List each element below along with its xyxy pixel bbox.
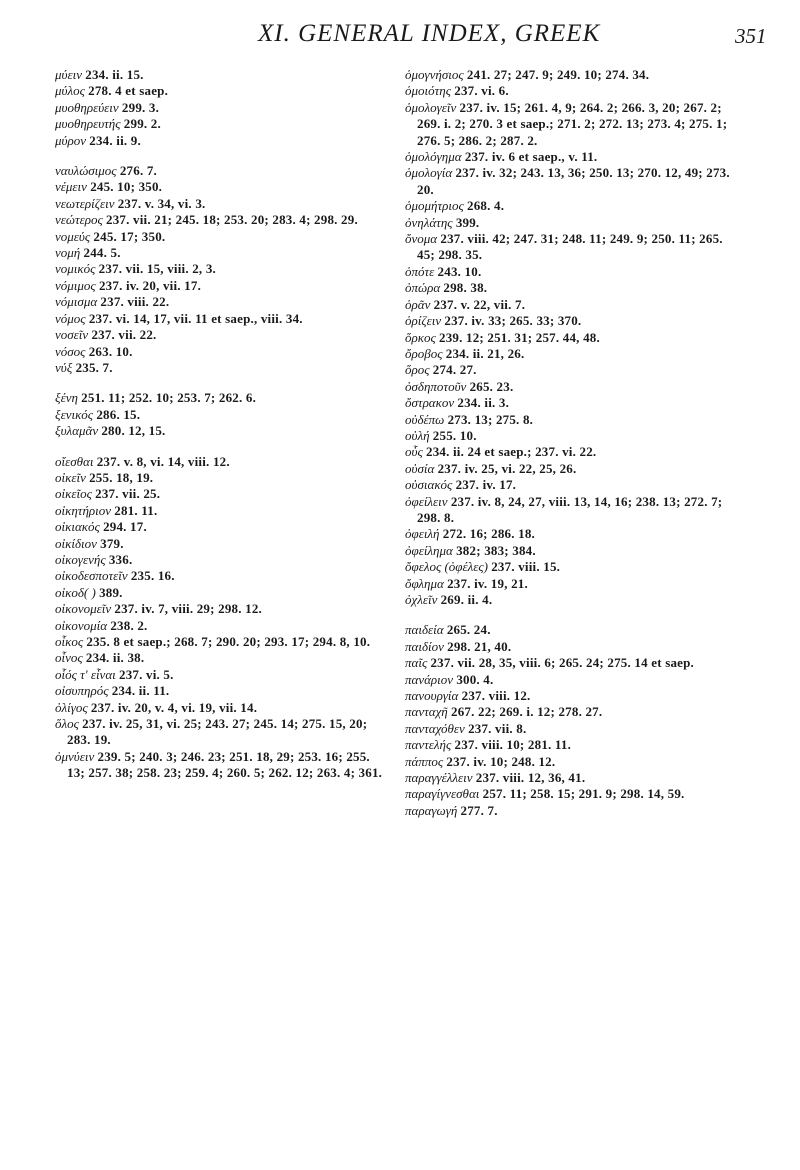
entry-references: 300. 4. xyxy=(456,671,494,687)
entry-references: 379. xyxy=(100,535,124,551)
entry-lemma: μύρον xyxy=(55,132,87,148)
entry-references: 298. 38. xyxy=(443,280,488,296)
index-entry xyxy=(55,536,385,552)
index-entry xyxy=(55,519,385,535)
entry-references: 255. 18, 19. xyxy=(89,469,154,485)
entry-references: 382; 383; 384. xyxy=(456,542,536,558)
entry-references: 237. iv. 32; 243. 13, 36; 250. 13; 270. 12, 49; 273. 20. xyxy=(417,165,730,197)
entry-references: 281. 11. xyxy=(114,502,158,518)
index-entry xyxy=(405,786,735,802)
entry-lemma: νομεύς xyxy=(55,228,91,244)
entry-lemma: ὄφελος (ὀφέλες) xyxy=(405,559,488,575)
entry-lemma: ὀφειλή xyxy=(405,526,440,542)
entry-lemma: ὀφείλημα xyxy=(405,542,453,558)
entry-references: 237. vii. 25. xyxy=(95,486,161,502)
index-entry xyxy=(405,721,735,737)
index-entry xyxy=(55,716,385,749)
entry-lemma: μύλος xyxy=(55,83,85,99)
index-entry xyxy=(405,803,735,819)
index-entry xyxy=(405,444,735,460)
entry-references: 237. iv. 20, v. 4, vi. 19, vii. 14. xyxy=(90,699,258,715)
index-entry xyxy=(55,100,385,116)
entry-references: 255. 10. xyxy=(432,427,477,443)
entry-lemma: νομή xyxy=(55,245,81,261)
entry-lemma: νεωτερίζειν xyxy=(55,195,115,211)
index-entry xyxy=(55,390,385,406)
entry-lemma: παραγγέλλειν xyxy=(405,770,473,786)
entry-references: 237. viii. 10; 281. 11. xyxy=(454,737,572,753)
index-entry xyxy=(405,704,735,720)
index-entry xyxy=(405,655,735,671)
entry-lemma: νόμος xyxy=(55,310,86,326)
index-entry xyxy=(405,672,735,688)
index-entry xyxy=(55,67,385,83)
index-entry xyxy=(405,461,735,477)
index-entry xyxy=(55,179,385,195)
entry-references: 239. 12; 251. 31; 257. 44, 48. xyxy=(439,329,600,345)
entry-references: 265. 23. xyxy=(469,378,514,394)
entry-lemma: παῖς xyxy=(405,655,428,671)
index-entry xyxy=(405,428,735,444)
entry-references: 234. ii. 11. xyxy=(111,683,170,699)
entry-lemma: μυοθηρευτής xyxy=(55,116,121,132)
entry-references: 237. vii. 28, 35, viii. 6; 265. 24; 275. 14 et saep. xyxy=(430,655,695,671)
index-entry xyxy=(55,634,385,650)
entry-lemma: ναυλώσιμος xyxy=(55,163,117,179)
index-entry xyxy=(405,165,735,198)
index-entry xyxy=(405,313,735,329)
entry-references: 237. iv. 15; 261. 4, 9; 264. 2; 266. 3, 20; 267. 2; 269. i. 2; 270. 3 et saep.; 271. 2; 272. 13; 273. 4; 275. 1; 276. 5; 286. 2; 287. 2. xyxy=(417,99,728,148)
section-gap xyxy=(55,149,385,163)
index-entry xyxy=(405,297,735,313)
entry-references: 267. 22; 269. i. 12; 278. 27. xyxy=(451,704,603,720)
index-entry xyxy=(405,576,735,592)
index-entry xyxy=(55,261,385,277)
entry-lemma: πάππος xyxy=(405,753,444,769)
page-header xyxy=(0,18,800,58)
running-title: XI. GENERAL INDEX, GREEK xyxy=(258,20,601,47)
entry-lemma: ὁμολογία xyxy=(405,165,453,181)
index-entry xyxy=(405,149,735,165)
index-entry xyxy=(55,585,385,601)
entry-references: 237. vii. 21; 245. 18; 253. 20; 283. 4; 298. 29. xyxy=(106,212,358,228)
index-entry xyxy=(55,196,385,212)
index-entry xyxy=(405,100,735,149)
index-entry xyxy=(405,231,735,264)
entry-references: 286. 15. xyxy=(96,406,141,422)
index-entry xyxy=(405,215,735,231)
entry-lemma: οἰκίδιον xyxy=(55,535,97,551)
entry-references: 272. 16; 286. 18. xyxy=(442,526,535,542)
index-entry xyxy=(55,700,385,716)
entry-lemma: ὁρίζειν xyxy=(405,313,442,329)
entry-references: 274. 27. xyxy=(432,362,477,378)
index-entry xyxy=(405,264,735,280)
entry-references: 237. iv. 7, viii. 29; 298. 12. xyxy=(114,601,262,617)
entry-lemma: ὀμνύειν xyxy=(55,748,95,764)
entry-references: 237. iv. 25, 31, vi. 25; 243. 27; 245. 14; 275. 15, 20; 283. 19. xyxy=(67,716,368,748)
index-entry xyxy=(405,639,735,655)
index-entry xyxy=(55,311,385,327)
entry-references: 245. 10; 350. xyxy=(90,179,163,195)
entry-lemma: νόμισμα xyxy=(55,294,98,310)
entry-lemma: ὀνηλάτης xyxy=(405,214,453,230)
entry-references: 276. 7. xyxy=(119,163,157,179)
entry-references: 237. v. 8, vi. 14, viii. 12. xyxy=(96,453,230,469)
index-entry xyxy=(55,486,385,502)
entry-references: 269. ii. 4. xyxy=(440,592,493,607)
index-entry xyxy=(55,344,385,360)
entry-lemma: οὐσία xyxy=(405,460,435,476)
entry-references: 237. viii. 22. xyxy=(100,294,170,310)
entry-lemma: οἰκογενής xyxy=(55,551,106,567)
entry-references: 237. iv. 33; 265. 33; 370. xyxy=(444,313,582,329)
entry-lemma: νέμειν xyxy=(55,179,87,195)
index-entry xyxy=(55,749,385,782)
entry-lemma: ὁμομήτριος xyxy=(405,198,464,214)
entry-lemma: παντελής xyxy=(405,737,452,753)
entry-references: 298. 21, 40. xyxy=(447,638,512,654)
entry-references: 235. 7. xyxy=(75,359,113,375)
entry-lemma: ὅρκος xyxy=(405,329,436,345)
index-entry xyxy=(55,327,385,343)
index-entry xyxy=(405,362,735,378)
entry-lemma: οἰκονομία xyxy=(55,617,108,633)
entry-references: 239. 5; 240. 3; 246. 23; 251. 18, 29; 253. 16; 255. 13; 257. 38; 258. 23; 259. 4; 260. 5; 262. 12; 263. 4; 361. xyxy=(67,748,383,781)
entry-references: 238. 2. xyxy=(110,617,148,633)
entry-lemma: οὐδέπω xyxy=(405,411,445,427)
section-gap xyxy=(55,376,385,390)
entry-references: 237. vii. 8. xyxy=(468,720,527,736)
index-entry xyxy=(55,650,385,666)
entry-lemma: οἰκιακός xyxy=(55,519,100,535)
entry-references: 234. ii. 3. xyxy=(457,395,510,411)
entry-lemma: οἰκητήριον xyxy=(55,502,112,518)
entry-references: 237. vii. 22. xyxy=(91,327,157,343)
entry-references: 257. 11; 258. 15; 291. 9; 298. 14, 59. xyxy=(482,786,685,802)
entry-references: 234. ii. 9. xyxy=(89,132,141,148)
entry-lemma: ὄφλημα xyxy=(405,575,444,591)
entry-references: 294. 17. xyxy=(103,519,147,535)
entry-lemma: οὐσιακός xyxy=(405,477,453,493)
entry-lemma: ὁμοιότης xyxy=(405,83,452,99)
entry-references: 237. iv. 6 et saep., v. 11. xyxy=(464,149,598,165)
entry-references: 265. 24. xyxy=(446,622,491,638)
index-entry xyxy=(55,667,385,683)
entry-lemma: οἰκοδ( ) xyxy=(55,584,96,600)
entry-references: 243. 10. xyxy=(437,263,482,279)
entry-references: 237. viii. 12. xyxy=(461,688,531,704)
index-entry xyxy=(55,245,385,261)
entry-references: 277. 7. xyxy=(460,802,498,818)
index-entry xyxy=(405,622,735,638)
entry-lemma: παραγίγνεσθαι xyxy=(405,786,480,802)
entry-lemma: οἰκεῖν xyxy=(55,469,86,485)
entry-references: 273. 13; 275. 8. xyxy=(447,411,534,427)
entry-lemma: ὅρος xyxy=(405,362,430,378)
entry-references: 235. 16. xyxy=(130,568,175,584)
entry-lemma: νόμιμος xyxy=(55,277,96,293)
entry-lemma: οἴεσθαι xyxy=(55,453,94,469)
entry-lemma: ὄστρακον xyxy=(405,395,455,411)
entry-lemma: ὀσδηποτοῦν xyxy=(405,378,467,394)
index-entry xyxy=(405,346,735,362)
index-entry xyxy=(405,83,735,99)
entry-references: 237. iv. 8, 24, 27, viii. 13, 14, 16; 238. 13; 272. 7; 298. 8. xyxy=(417,493,723,525)
entry-lemma: ὄροβος xyxy=(405,345,443,361)
entry-lemma: οἷός τ' εἶναι xyxy=(55,666,116,682)
index-entry xyxy=(405,198,735,214)
entry-lemma: οἰκεῖος xyxy=(55,486,92,502)
entry-references: 237. viii. 12, 36, 41. xyxy=(475,770,586,786)
entry-lemma: νόσος xyxy=(55,343,86,359)
entry-lemma: πανουργία xyxy=(405,688,459,704)
entry-references: 299. 3. xyxy=(121,99,160,115)
entry-lemma: ξένη xyxy=(55,390,78,406)
index-entry xyxy=(405,67,735,83)
entry-lemma: ὀλίγος xyxy=(55,699,88,715)
entry-references: 389. xyxy=(99,584,123,600)
index-entry xyxy=(405,395,735,411)
index-entry xyxy=(405,330,735,346)
entry-references: 336. xyxy=(108,551,133,567)
index-entry xyxy=(55,360,385,376)
entry-lemma: ὀφείλειν xyxy=(405,493,448,509)
entry-lemma: παιδεία xyxy=(405,622,444,638)
entry-lemma: παιδίον xyxy=(405,638,444,654)
entry-references: 237. vi. 5. xyxy=(119,666,174,682)
entry-lemma: ὄνομα xyxy=(405,231,438,247)
index-entry xyxy=(55,163,385,179)
entry-references: 237. viii. 15. xyxy=(491,559,561,575)
entry-references: 237. iv. 20, vii. 17. xyxy=(98,277,202,293)
index-entry xyxy=(55,278,385,294)
entry-references: 245. 17; 350. xyxy=(93,228,166,244)
entry-lemma: οἰκοδεσποτεῖν xyxy=(55,568,128,584)
index-entry xyxy=(55,568,385,584)
entry-references: 268. 4. xyxy=(467,198,505,214)
entry-lemma: ὁμολόγημα xyxy=(405,149,462,165)
entry-lemma: μυοθηρεύειν xyxy=(55,99,119,115)
entry-references: 234. ii. 15. xyxy=(85,67,144,82)
index-entry xyxy=(405,688,735,704)
index-entry xyxy=(405,559,735,575)
index-entry xyxy=(405,543,735,559)
index-entry xyxy=(405,737,735,753)
left-column xyxy=(55,67,385,782)
index-entry xyxy=(55,116,385,132)
entry-lemma: ὁμογνήσιος xyxy=(405,67,464,82)
entry-references: 235. 8 et saep.; 268. 7; 290. 20; 293. 17; 294. 8, 10. xyxy=(86,634,371,649)
index-entry xyxy=(55,407,385,423)
index-entry xyxy=(55,212,385,228)
entry-references: 234. ii. 24 et saep.; 237. vi. 22. xyxy=(426,444,597,460)
entry-references: 263. 10. xyxy=(88,343,133,359)
index-entry xyxy=(405,477,735,493)
entry-lemma: ξυλαμᾶν xyxy=(55,423,99,439)
entry-lemma: οἰσυπηρός xyxy=(55,683,109,699)
index-entry xyxy=(405,526,735,542)
entry-references: 234. ii. 38. xyxy=(85,650,145,666)
index-entry xyxy=(405,754,735,770)
index-entry xyxy=(55,83,385,99)
entry-lemma: οἶνος xyxy=(55,650,83,666)
entry-references: 237. vi. 6. xyxy=(454,83,509,99)
index-entry xyxy=(55,470,385,486)
index-entry xyxy=(55,133,385,149)
index-entry xyxy=(55,601,385,617)
entry-lemma: οὖς xyxy=(405,444,423,460)
entry-references: 244. 5. xyxy=(83,245,121,261)
entry-lemma: παραγωγή xyxy=(405,802,458,818)
index-entry xyxy=(405,592,735,608)
entry-lemma: οἶκος xyxy=(55,634,84,649)
index-entry xyxy=(55,423,385,439)
index-entry xyxy=(405,494,735,527)
index-entry xyxy=(55,229,385,245)
index-entry xyxy=(405,412,735,428)
page-number: 351 xyxy=(735,24,767,48)
index-entry xyxy=(405,280,735,296)
index-entry xyxy=(55,683,385,699)
index-entry xyxy=(405,770,735,786)
index-entry xyxy=(55,618,385,634)
entry-lemma: ὀχλεῖν xyxy=(405,592,438,607)
entry-lemma: ὁμολογεῖν xyxy=(405,99,457,115)
entry-lemma: νοσεῖν xyxy=(55,327,89,343)
section-gap xyxy=(405,608,735,622)
entry-references: 237. iv. 19, 21. xyxy=(447,575,528,591)
entry-lemma: πανάριον xyxy=(405,671,454,687)
entry-lemma: μύειν xyxy=(55,67,82,82)
right-column xyxy=(405,67,735,819)
entry-references: 241. 27; 247. 9; 249. 10; 274. 34. xyxy=(466,67,650,82)
entry-lemma: πανταχόθεν xyxy=(405,720,465,736)
entry-references: 237. v. 22, vii. 7. xyxy=(433,296,526,312)
entry-references: 237. viii. 42; 247. 31; 248. 11; 249. 9; 250. 11; 265. 45; 298. 35. xyxy=(417,231,723,263)
entry-lemma: νύξ xyxy=(55,359,73,375)
section-gap xyxy=(55,440,385,454)
entry-references: 399. xyxy=(455,214,480,230)
entry-lemma: ὁπότε xyxy=(405,263,435,279)
index-entry xyxy=(55,552,385,568)
entry-references: 237. vi. 14, 17, vii. 11 et saep., viii. 34. xyxy=(88,310,303,326)
entry-references: 237. iv. 25, vi. 22, 25, 26. xyxy=(437,460,577,476)
entry-lemma: οἰκονομεῖν xyxy=(55,601,112,617)
index-entry xyxy=(405,379,735,395)
entry-references: 237. iv. 17. xyxy=(455,477,517,493)
index-entry xyxy=(55,503,385,519)
entry-references: 278. 4 et saep. xyxy=(88,83,169,99)
entry-references: 237. iv. 10; 248. 12. xyxy=(446,753,556,769)
entry-references: 299. 2. xyxy=(123,116,161,132)
index-entry xyxy=(55,454,385,470)
index-entry xyxy=(55,294,385,310)
entry-references: 280. 12, 15. xyxy=(101,423,166,439)
entry-references: 237. vii. 15, viii. 2, 3. xyxy=(98,261,216,277)
entry-lemma: πανταχῆ xyxy=(405,704,448,720)
entry-lemma: ὁρᾶν xyxy=(405,296,431,312)
entry-lemma: ξενικός xyxy=(55,406,94,422)
entry-lemma: οὐλή xyxy=(405,427,430,443)
entry-lemma: ὅλος xyxy=(55,716,79,732)
entry-references: 237. v. 34, vi. 3. xyxy=(117,195,206,211)
entry-lemma: ὀπώρα xyxy=(405,280,441,296)
entry-references: 234. ii. 21, 26. xyxy=(445,345,525,361)
entry-lemma: νομικός xyxy=(55,261,96,277)
entry-references: 251. 11; 252. 10; 253. 7; 262. 6. xyxy=(81,390,257,406)
entry-lemma: νεώτερος xyxy=(55,212,103,228)
